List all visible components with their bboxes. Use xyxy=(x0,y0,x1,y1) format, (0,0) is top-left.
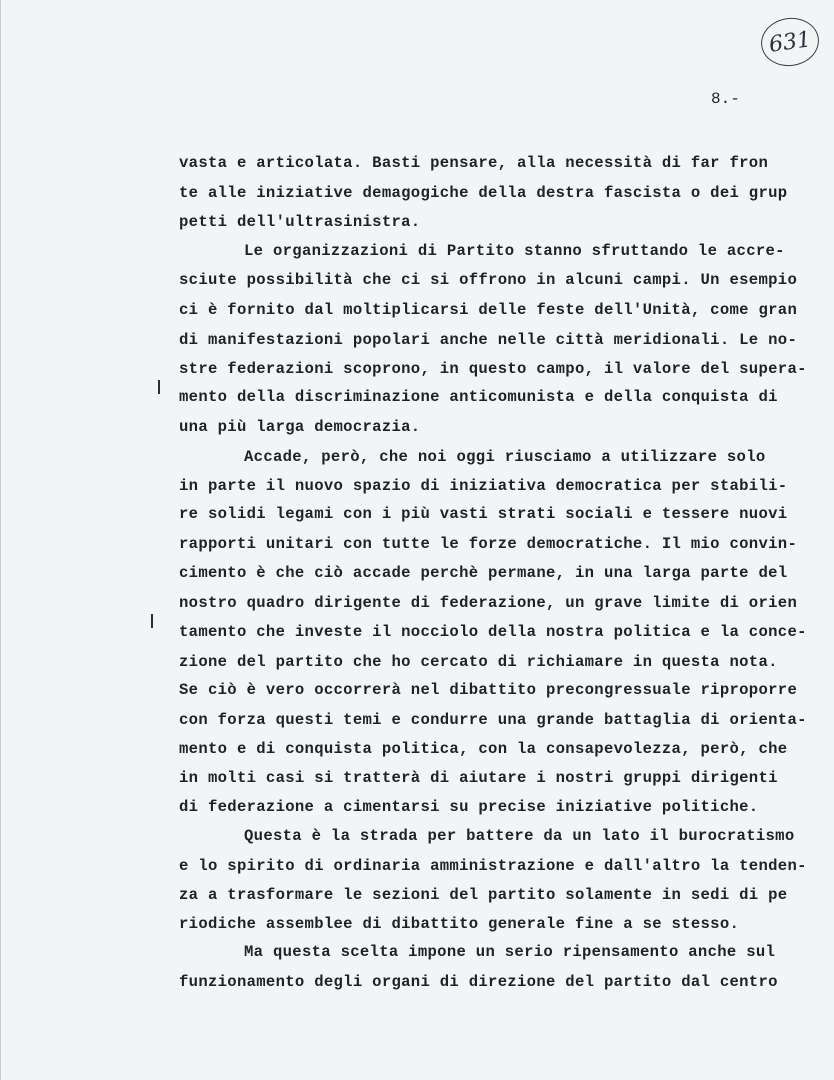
text-line: Le organizzazioni di Partito stanno sfruttando le accre- xyxy=(244,242,785,260)
text-line: nostro quadro dirigente di federazione, un grave limite di orien xyxy=(179,594,798,612)
text-line: e lo spirito di ordinaria amministrazione e dall'altro la tenden- xyxy=(179,857,807,875)
text-line: za a trasformare le sezioni del partito solamente in sedi di pe xyxy=(179,886,788,904)
text-line: zione del partito che ho cercato di richiamare in questa nota. xyxy=(179,653,778,671)
text-line: rapporti unitari con tutte le forze democratiche. Il mio convin- xyxy=(179,535,798,553)
text-line: in parte il nuovo spazio di iniziativa democratica per stabili- xyxy=(179,477,788,495)
text-line: ci è fornito dal moltiplicarsi delle feste dell'Unità, come gran xyxy=(179,301,798,319)
text-line: di federazione a cimentarsi su precise iniziative politiche. xyxy=(179,798,759,816)
text-line: Ma questa scelta impone un serio ripensamento anche sul xyxy=(244,943,776,961)
text-line: Questa è la strada per battere da un lato il burocratismo xyxy=(244,827,795,845)
text-line: una più larga democrazia. xyxy=(179,418,421,436)
text-line: mento della discriminazione anticomunista e della conquista di xyxy=(179,388,778,406)
text-line: di manifestazioni popolari anche nelle città meridionali. Le no- xyxy=(179,331,798,349)
text-line: con forza questi temi e condurre una grande battaglia di orienta- xyxy=(179,711,807,729)
text-line: stre federazioni scoprono, in questo campo, il valore del supera- xyxy=(179,360,807,378)
text-line: sciute possibilità che ci si offrono in alcuni campi. Un esempio xyxy=(179,271,798,289)
text-line: riodiche assemblee di dibattito generale fine a se stesso. xyxy=(179,915,740,933)
text-line: te alle iniziative demagogiche della destra fascista o dei grup xyxy=(179,184,788,202)
text-line: re solidi legami con i più vasti strati sociali e tessere nuovi xyxy=(179,505,788,523)
text-line: Accade, però, che noi oggi riusciamo a utilizzare solo xyxy=(244,448,766,466)
text-line: in molti casi si tratterà di aiutare i nostri gruppi dirigenti xyxy=(179,769,778,787)
margin-mark xyxy=(158,380,160,394)
text-line: tamento che investe il nocciolo della nostra politica e la conce- xyxy=(179,623,807,641)
margin-mark xyxy=(151,614,153,628)
text-line: funzionamento degli organi di direzione del partito dal centro xyxy=(179,973,778,991)
text-line: petti dell'ultrasinistra. xyxy=(179,213,421,231)
text-line: vasta e articolata. Basti pensare, alla necessità di far fron xyxy=(179,154,769,172)
archive-number-stamp: 631 xyxy=(758,14,822,70)
page-number: 8.- xyxy=(711,90,740,108)
text-line: cimento è che ciò accade perchè permane, in una larga parte del xyxy=(179,564,788,582)
text-line: Se ciò è vero occorrerà nel dibattito precongressuale riproporre xyxy=(179,681,798,699)
text-line: mento e di conquista politica, con la consapevolezza, però, che xyxy=(179,740,788,758)
